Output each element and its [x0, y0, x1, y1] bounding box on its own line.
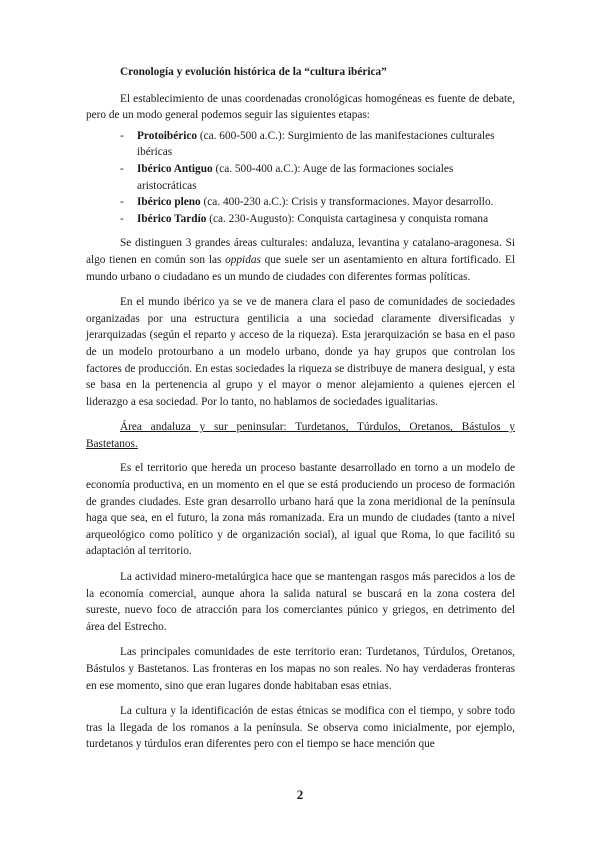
period-name: Ibérico Antiguo: [137, 162, 213, 175]
intro-paragraph: El establecimiento de unas coordenadas cronológicas homogéneas es fuente de debate, pero de un modo general podemos seguir las siguientes etapas:: [86, 92, 515, 122]
communities-paragraph: Las principales comunidades de este territorio eran: Turdetanos, Túrdulos, Oretanos, Bástulos y Bastetanos. Las fronteras en los mapas no son reales. No hay verdaderas fronteras en ese momento, sino que eran lugares donde habitaban esas etnias.: [86, 646, 515, 692]
period-desc: (ca. 230-Augusto): Conquista cartaginesa y conquista romana: [209, 212, 489, 225]
bullet-dash: -: [120, 196, 124, 209]
oppidas-term: oppidas: [225, 253, 261, 266]
period-name: Protoibérico: [137, 129, 198, 142]
list-item: [86, 128, 515, 161]
list-item: [86, 161, 515, 194]
page-content: [86, 64, 515, 762]
period-desc: (ca. 500-400 a.C.): Auge de las formaciones sociales aristocráticas: [137, 162, 454, 192]
areas-text-b: que suele ser un asentamiento en altura fortificado. El mundo urbano o ciudadano es un mundo de ciudades con diferentes formas políticas.: [86, 253, 515, 283]
period-desc: (ca. 600-500 a.C.): Surgimiento de las manifestaciones culturales ibéricas: [137, 129, 495, 159]
areas-text-a: Se distinguen 3 grandes áreas culturales: andaluza, levantina y catalano-aragonesa. Si algo tienen en común son las: [86, 237, 515, 266]
page-number: 2: [296, 787, 304, 802]
list-item: [86, 194, 515, 211]
territory-paragraph: Es el territorio que hereda un proceso bastante desarrollado en torno a un modelo de economía productiva, en un momento en el que se está produciendo un proceso de formación de grandes ciudades. Este gran desarrollo urbano hará que la zona meridional de la península haga que sea, en el futuro, la zona más romanizada. Era un mundo de ciudades (tanto a nivel arqueológico como político y de organización social), al igual que Roma, lo que facilitó su adaptación al territorio.: [86, 462, 515, 558]
section-subheading: Área andaluza y sur peninsular: Turdetanos, Túrdulos, Oretanos, Bástulos y Bastetanos.: [86, 421, 515, 450]
period-desc: (ca. 400-230 a.C.): Crisis y transformaciones. Mayor desarrollo.: [203, 196, 494, 209]
list-item: [86, 211, 515, 228]
culture-paragraph: La cultura y la identificación de estas étnicas se modifica con el tiempo, y sobre todo tras la llegada de los romanos a la península. Se observa como inicialmente, por ejemplo, turdetanos y túrdulos eran diferentes pero con el tiempo se hace mención que: [86, 705, 515, 751]
page-title: Cronología y evolución histórica de la “cultura ibérica”: [120, 66, 387, 78]
bullet-dash: -: [120, 212, 124, 225]
periods-list: [86, 128, 515, 228]
society-paragraph: En el mundo ibérico ya se ve de manera clara el paso de comunidades de sociedades organizadas por una estructura gentilicia a una sociedad claramente diversificadas y jerarquizadas (según el reparto y acceso de la riqueza). Esta jerarquización se basa en el paso de un modelo protourbano a un modelo urbano, donde ya hay grupos que controlan los factores de producción. En estas sociedades la riqueza se distribuye de manera desigual, y esta se basa en la pertenencia al grupo y el mayor o menor alejamiento a quienes ejercen el liderazgo a esa sociedad. Por lo tanto, no hablamos de sociedades igualitarias.: [86, 296, 515, 408]
period-name: Ibérico pleno: [137, 196, 201, 209]
mining-paragraph: La actividad minero-metalúrgica hace que se mantengan rasgos más parecidos a los de la economía comercial, aunque ahora la salida natural se buscará en la zona costera del sureste, nuevo foco de atracción para los comerciantes púnico y griegos, en detrimento del área del Estrecho.: [86, 571, 515, 633]
bullet-dash: -: [120, 129, 124, 142]
areas-paragraph: [86, 235, 515, 285]
bullet-dash: -: [120, 162, 124, 175]
period-name: Ibérico Tardío: [137, 212, 207, 225]
